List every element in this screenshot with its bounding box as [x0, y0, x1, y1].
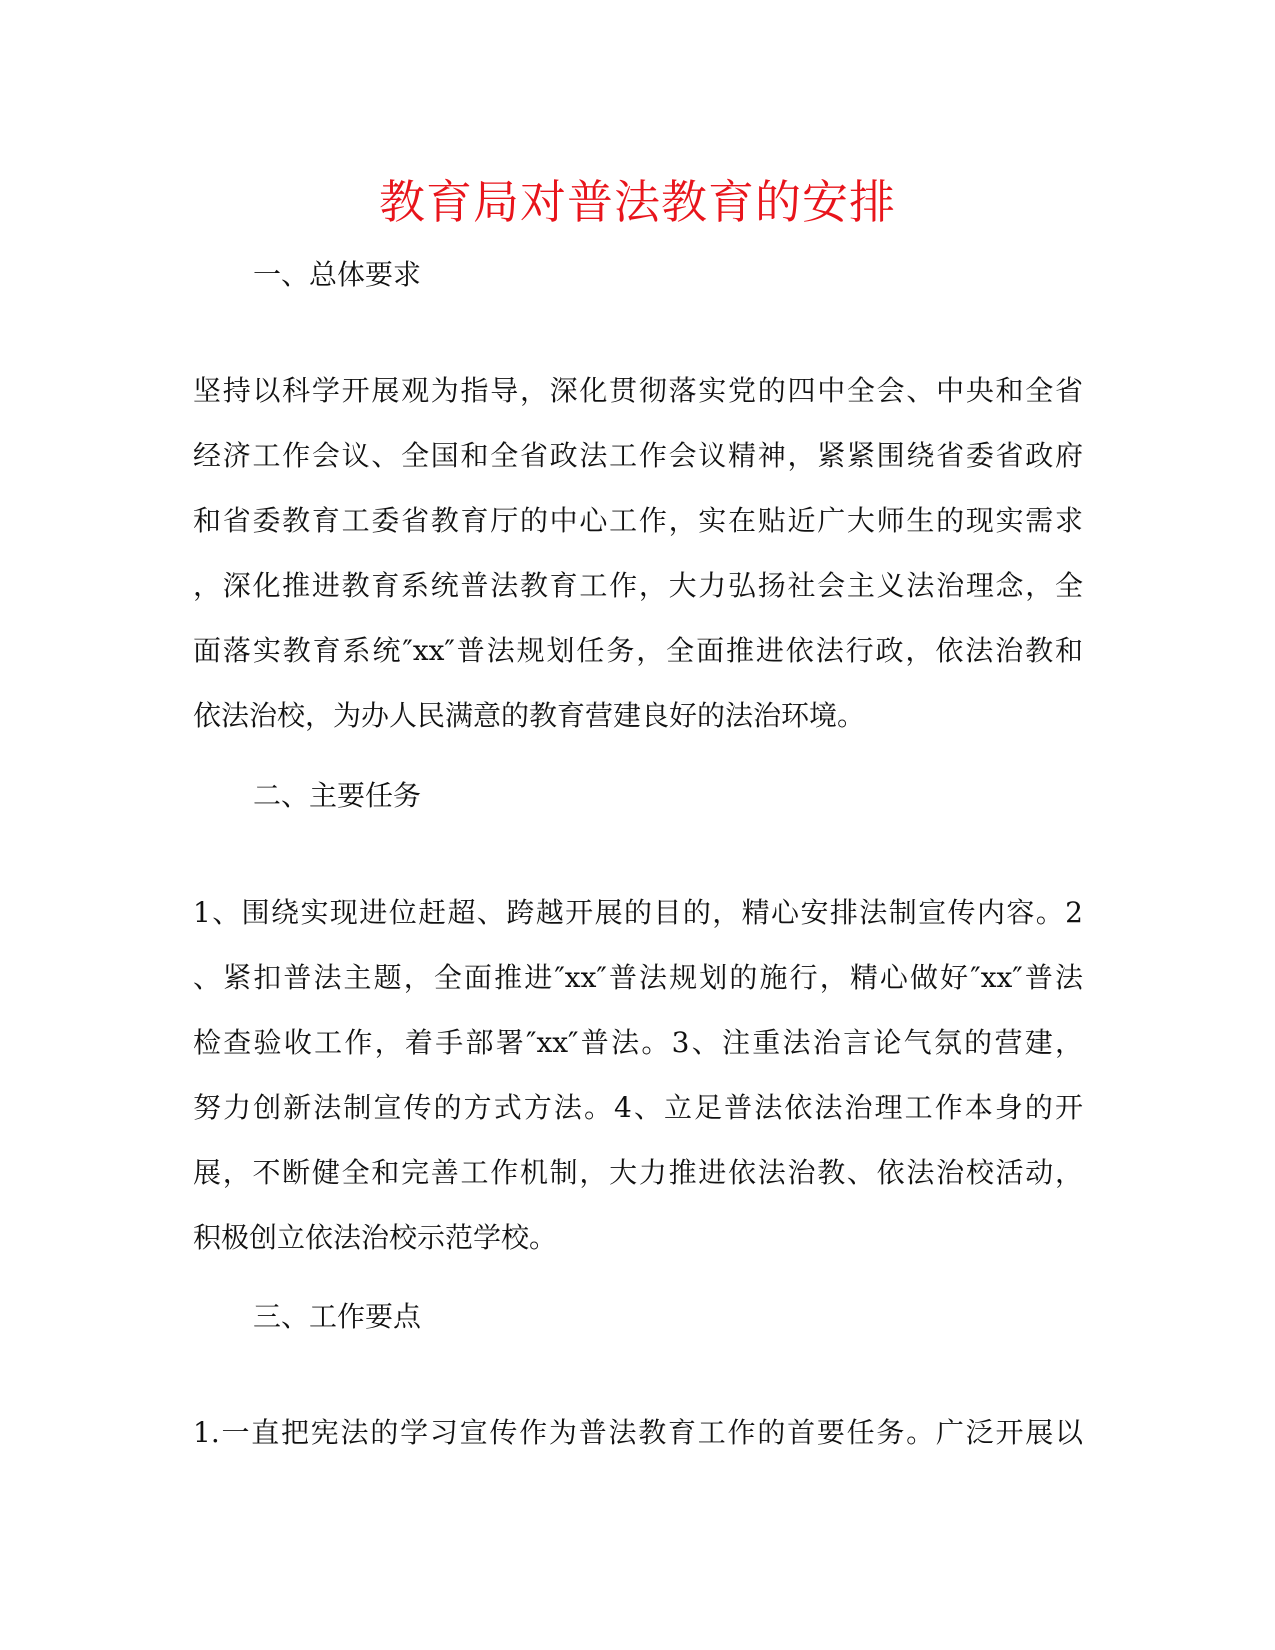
document-title: 教育局对普法教育的安排	[379, 175, 896, 229]
body-line: 、紧扣普法主题，全面推进″xx″普法规划的施行，精心做好″xx″普法	[193, 961, 1083, 994]
section-heading-1: 一、总体要求	[253, 258, 422, 291]
body-line: 经济工作会议、全国和全省政法工作会议精神，紧紧围绕省委省政府	[193, 439, 1083, 472]
section-body-1	[193, 358, 1083, 748]
section-heading-2: 二、主要任务	[253, 779, 422, 812]
body-line: 积极创立依法治校示范学校。	[193, 1221, 558, 1254]
body-line: 依法治校，为办人民满意的教育营建良好的法治环境。	[193, 699, 866, 732]
section-heading-3: 三、工作要点	[253, 1300, 422, 1333]
body-line: 和省委教育工委省教育厅的中心工作，实在贴近广大师生的现实需求	[193, 504, 1083, 537]
section-body-3	[193, 1400, 1083, 1465]
body-line: 检查验收工作，着手部署″xx″普法。3、注重法治言论气氛的营建，	[193, 1026, 1083, 1059]
section-body-2	[193, 880, 1083, 1270]
body-line: 努力创新法制宣传的方式方法。4、立足普法依法治理工作本身的开	[193, 1091, 1083, 1124]
body-line: 面落实教育系统″xx″普法规划任务，全面推进依法行政，依法治教和	[193, 634, 1083, 667]
body-line: 1、围绕实现进位赶超、跨越开展的目的，精心安排法制宣传内容。2	[193, 896, 1083, 929]
body-line: 坚持以科学开展观为指导，深化贯彻落实党的四中全会、中央和全省	[193, 374, 1083, 407]
body-line: ，深化推进教育系统普法教育工作，大力弘扬社会主义法治理念，全	[193, 569, 1083, 602]
body-line: 1.一直把宪法的学习宣传作为普法教育工作的首要任务。广泛开展以	[193, 1416, 1083, 1449]
body-line: 展，不断健全和完善工作机制，大力推进依法治教、依法治校活动，	[193, 1156, 1083, 1189]
